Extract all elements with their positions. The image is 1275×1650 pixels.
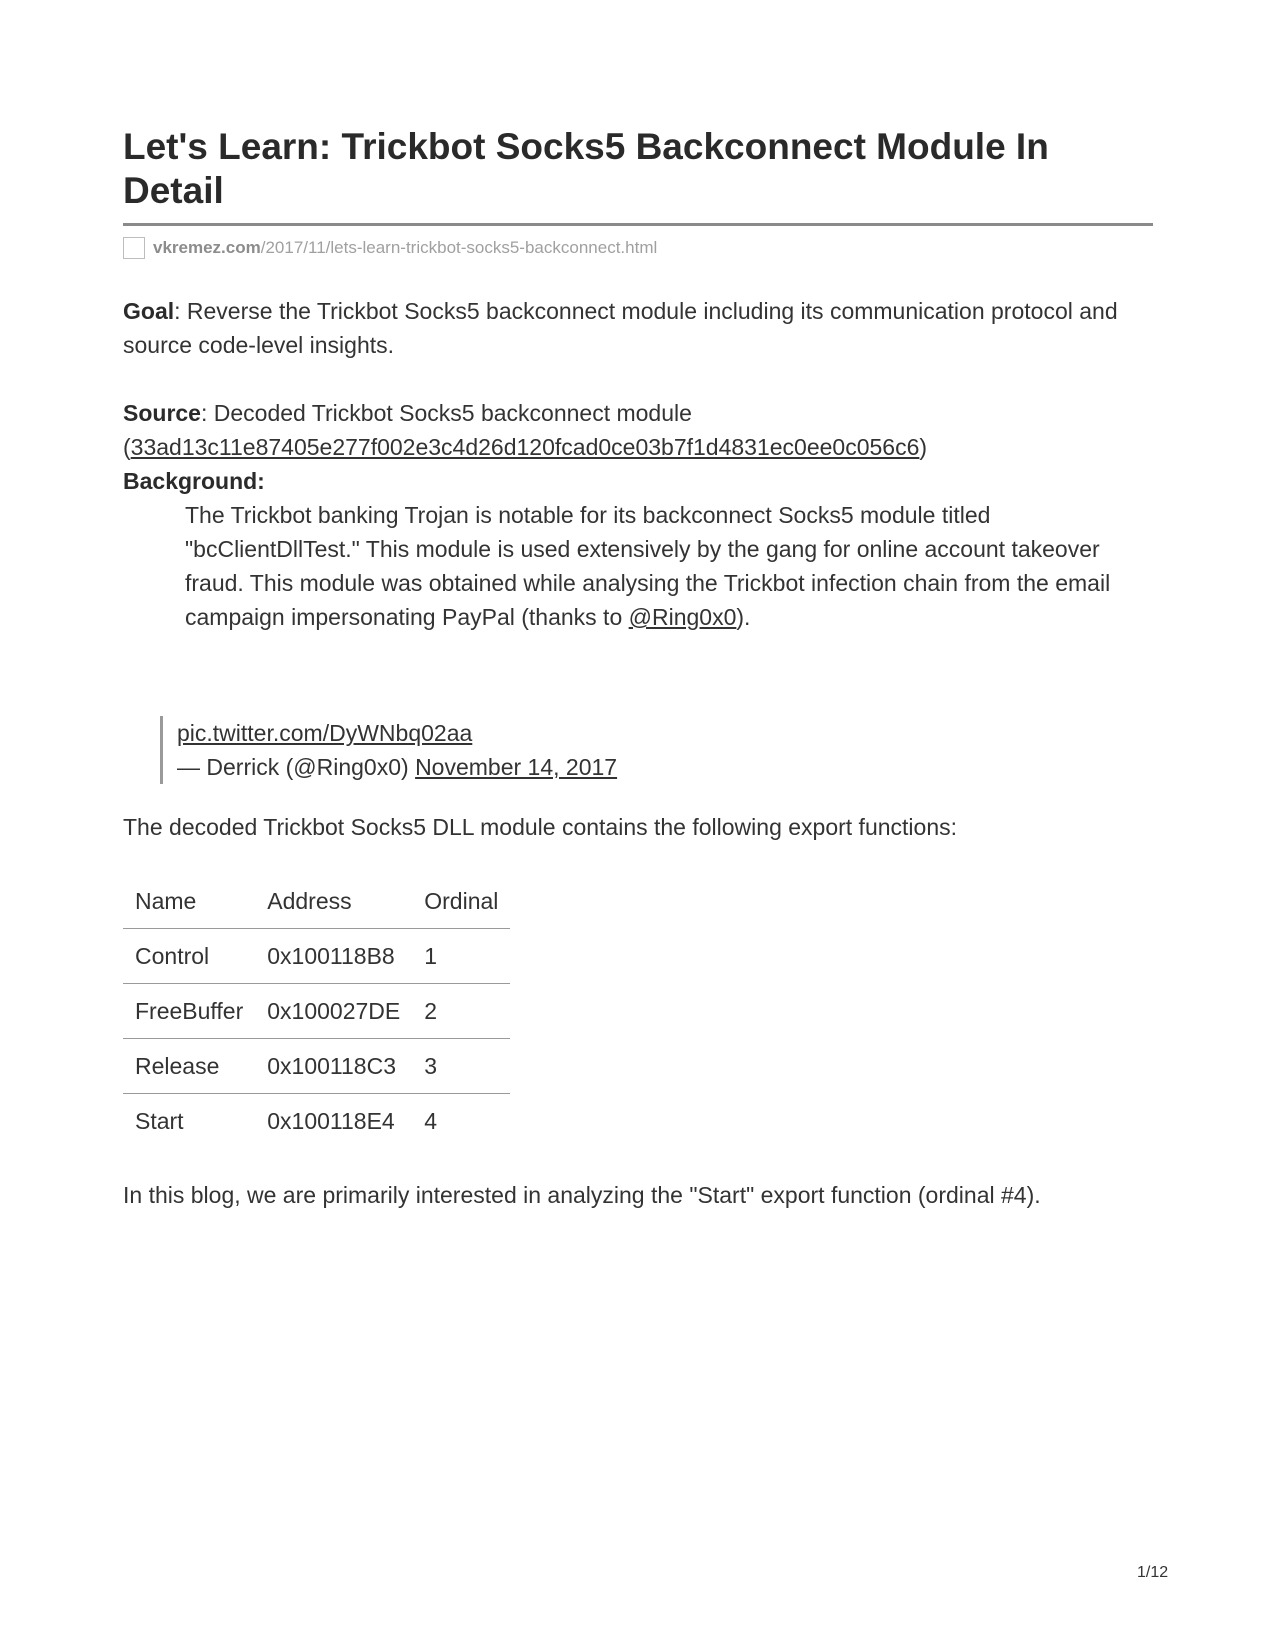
cell-address: 0x100118E4 [255, 1094, 412, 1149]
cell-ordinal: 1 [412, 929, 510, 984]
goal-label: Goal [123, 298, 175, 324]
source-path[interactable]: /2017/11/lets-learn-trickbot-socks5-backconnect.html [260, 238, 658, 257]
table-row [123, 929, 510, 984]
cell-ordinal: 3 [412, 1039, 510, 1094]
source-url-row [123, 236, 1153, 260]
source-text: : Decoded Trickbot Socks5 backconnect module [200, 400, 692, 426]
closing-paragraph: In this blog, we are primarily interested in analyzing the "Start" export function (ordinal #4). [123, 1182, 1041, 1208]
exports-table [123, 874, 510, 1148]
hash-close-paren: ) [919, 434, 928, 460]
column-header-ordinal: Ordinal [424, 887, 499, 914]
page-number: 1/12 [1137, 1564, 1169, 1581]
title-divider [123, 223, 1153, 226]
background-text: The Trickbot banking Trojan is notable for its backconnect Socks5 module titled "bcClientDllTest." This module is used extensively by the gang for online account takeover fraud. This module was obtained while analysing the Trickbot infection chain from the email campaign impersonating PayPal (thanks to [185, 502, 1111, 630]
exports-intro: The decoded Trickbot Socks5 DLL module contains the following export functions: [123, 814, 958, 840]
cell-name: FreeBuffer [123, 984, 255, 1039]
table-row [123, 984, 510, 1039]
goal-paragraph [123, 294, 1153, 362]
cell-address: 0x100118C3 [255, 1039, 412, 1094]
column-header-address: Address [267, 887, 352, 914]
tweet-pic-link[interactable]: pic.twitter.com/DyWNbq02aa [177, 720, 473, 746]
column-header-name: Name [135, 887, 197, 914]
article [123, 125, 1153, 1212]
cell-name: Start [123, 1094, 255, 1149]
cell-address: 0x100027DE [255, 984, 412, 1039]
hash-open-paren: ( [123, 434, 131, 460]
background-paragraph [185, 498, 1153, 634]
cell-ordinal: 4 [412, 1094, 510, 1149]
source-domain[interactable]: vkremez.com [153, 238, 261, 257]
cell-ordinal: 2 [412, 984, 510, 1039]
cell-name: Control [123, 929, 255, 984]
background-end: ). [736, 604, 751, 630]
table-row [123, 1039, 510, 1094]
page-title: Let's Learn: Trickbot Socks5 Backconnect Module In Detail [123, 126, 1049, 211]
embedded-tweet [160, 716, 1153, 784]
tweet-author: — Derrick (@Ring0x0) [177, 754, 416, 780]
cell-name: Release [123, 1039, 255, 1094]
tweet-date-link[interactable]: November 14, 2017 [415, 754, 618, 780]
background-heading: Background: [123, 468, 265, 494]
favicon-icon [123, 237, 145, 259]
goal-text: : Reverse the Trickbot Socks5 backconnect module including its communication protocol and source code-level insights. [123, 298, 1118, 358]
sample-hash-link[interactable]: 33ad13c11e87405e277f002e3c4d26d120fcad0ce03b7f1d4831ec0ee0c056c6 [130, 434, 920, 460]
ring0x0-link[interactable]: @Ring0x0 [628, 604, 737, 630]
source-paragraph [123, 396, 1153, 464]
table-row [123, 1094, 510, 1149]
cell-address: 0x100118B8 [255, 929, 412, 984]
table-header-row [123, 874, 510, 929]
source-label: Source [123, 400, 201, 426]
